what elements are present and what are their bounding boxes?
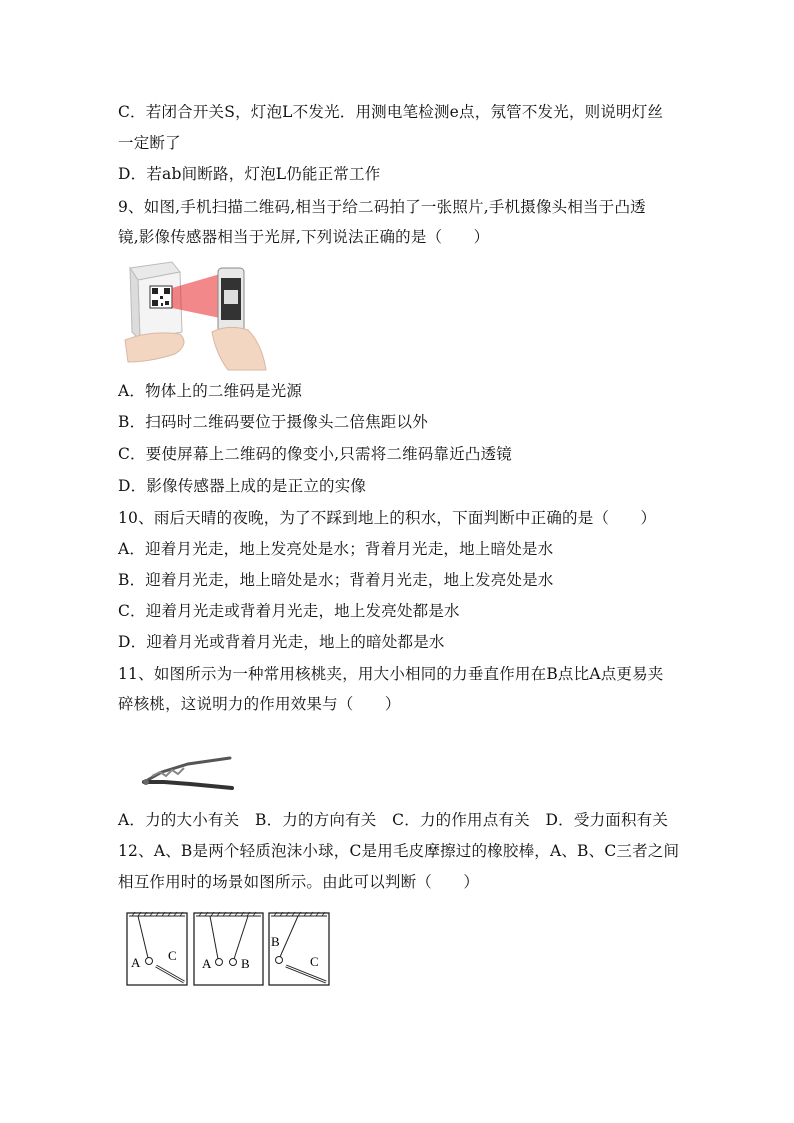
question-12-line-1: 12、A、B是两个轻质泡沫小球，C是用毛皮摩擦过的橡胶棒，A、B、C三者之间 [118, 842, 680, 860]
question-11-line-1: 11、如图所示为一种常用核桃夹，用大小相同的力垂直作用在B点比A点更易夹 [118, 665, 664, 683]
d-option-line: D．若ab间断路，灯泡L仍能正常工作 [118, 165, 381, 183]
q9-option-c: C．要使屏幕上二维码的像变小,只需将二维码靠近凸透镜 [118, 445, 512, 463]
q9-option-a: A．物体上的二维码是光源 [118, 382, 303, 400]
panel1-ball-label: A [131, 955, 141, 970]
question-11-line-2: 碎核桃，这说明力的作用效果与（ ） [118, 695, 401, 713]
panel2-ball2-label: B [241, 956, 250, 971]
panel-2 [194, 912, 263, 985]
q10-option-a: A．迎着月光走，地上发亮处是水；背着月光走，地上暗处是水 [118, 540, 554, 558]
q10-option-c: C．迎着月光走或背着月光走，地上发亮处都是水 [118, 602, 460, 620]
panel1-rod-label: C [168, 948, 177, 963]
c-option-line-2: 一定断了 [118, 134, 181, 152]
panel-1 [127, 912, 187, 985]
panel2-ball1-label: A [202, 956, 212, 971]
question-10: 10、雨后天晴的夜晚，为了不踩到地上的积水，下面判断中正确的是（ ） [118, 509, 657, 527]
charged-balls-figure [126, 910, 332, 988]
panel3-rod-label: C [310, 954, 319, 969]
qr-scan-figure [120, 258, 275, 372]
c-option-line-1: C．若闭合开关S，灯泡L不发光．用测电笔检测e点，氖管不发光，则说明灯丝 [118, 103, 664, 121]
q9-option-d: D．影像传感器上成的是正立的实像 [118, 477, 367, 495]
q10-option-d: D．迎着月光或背着月光走，地上的暗处都是水 [118, 633, 445, 651]
panel3-ball-label: B [271, 934, 280, 949]
q10-option-b: B．迎着月光走，地上暗处是水；背着月光走，地上发亮处是水 [118, 571, 554, 589]
q11-options: A．力的大小有关 B．力的方向有关 C．力的作用点有关 D．受力面积有关 [118, 811, 669, 829]
nutcracker-figure [138, 752, 238, 796]
q9-option-b: B．扫码时二维码要位于摄像头二倍焦距以外 [118, 413, 428, 431]
question-9-line-2: 镜,影像传感器相当于光屏,下列说法正确的是（ ） [118, 228, 490, 246]
question-9-line-1: 9、如图,手机扫描二维码,相当于给二码拍了一张照片,手机摄像头相当于凸透 [118, 198, 646, 216]
panel-3 [269, 912, 329, 985]
question-12-line-2: 相互作用时的场景如图所示。由此可以判断（ ） [118, 873, 480, 891]
